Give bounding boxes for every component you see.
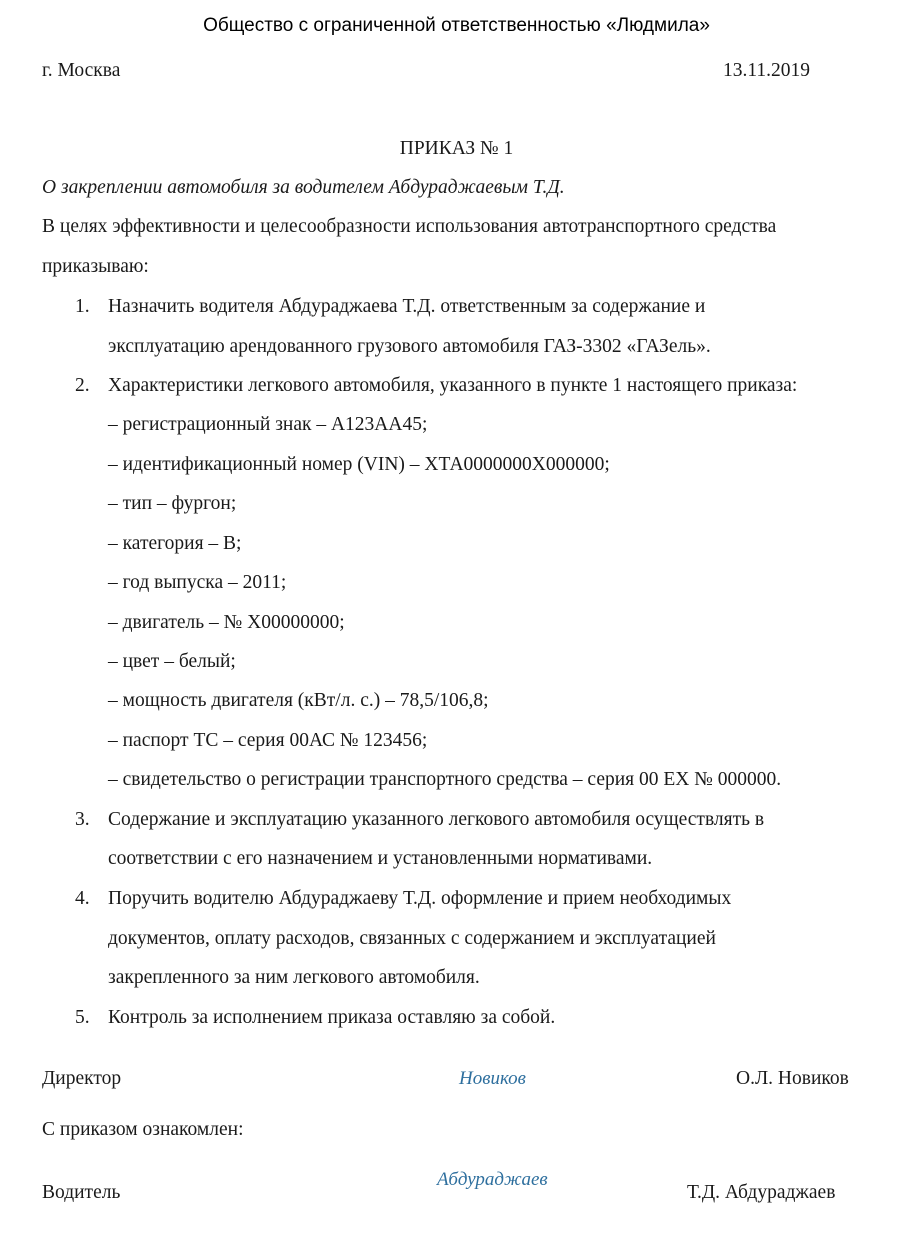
characteristic-line: – категория – В;	[108, 533, 242, 554]
preamble-line: В целях эффективности и целесообразности использования автотранспортного средства	[42, 216, 777, 237]
item-number: 1.	[75, 296, 90, 317]
driver-label: Водитель	[42, 1182, 121, 1203]
director-name: О.Л. Новиков	[736, 1068, 849, 1089]
item-number: 4.	[75, 888, 90, 909]
item-line: Поручить водителю Абдураджаеву Т.Д. оформление и прием необходимых	[108, 888, 732, 909]
order-title: ПРИКАЗ № 1	[399, 138, 514, 159]
driver-name: Т.Д. Абдураджаев	[687, 1182, 836, 1203]
characteristic-line: – двигатель – № Х00000000;	[108, 612, 345, 633]
item-number: 5.	[75, 1007, 90, 1028]
characteristic-line: – свидетельство о регистрации транспортного средства – серия 00 ЕХ № 000000.	[108, 769, 782, 790]
order-subject: О закреплении автомобиля за водителем Абдураджаевым Т.Д.	[42, 177, 565, 198]
item-line: Контроль за исполнением приказа оставляю за собой.	[108, 1007, 556, 1028]
city: г. Москва	[42, 60, 121, 81]
characteristic-line: – паспорт ТС – серия 00АС № 123456;	[108, 730, 428, 751]
acquainted-label: С приказом ознакомлен:	[42, 1119, 244, 1140]
document-date: 13.11.2019	[723, 60, 811, 81]
item-line: эксплуатацию арендованного грузового автомобиля ГАЗ-3302 «ГАЗель».	[108, 336, 711, 357]
item-line: Назначить водителя Абдураджаева Т.Д. ответственным за содержание и	[108, 296, 706, 317]
organization-name: Общество с ограниченной ответственностью «Людмила»	[203, 15, 710, 36]
characteristic-line: – идентификационный номер (VIN) – ХТА0000000Х000000;	[108, 454, 610, 475]
characteristic-line: – мощность двигателя (кВт/л. с.) – 78,5/106,8;	[108, 690, 489, 711]
item-number: 2.	[75, 375, 90, 396]
item-line: Характеристики легкового автомобиля, указанного в пункте 1 настоящего приказа:	[108, 375, 798, 396]
director-signature: Новиков	[459, 1068, 526, 1089]
characteristic-line: – год выпуска – 2011;	[108, 572, 287, 593]
item-line: соответствии с его назначением и установленными нормативами.	[108, 848, 653, 869]
item-number: 3.	[75, 809, 90, 830]
director-label: Директор	[42, 1068, 122, 1089]
characteristic-line: – тип – фургон;	[108, 493, 237, 514]
preamble-line: приказываю:	[42, 256, 149, 277]
characteristic-line: – регистрационный знак – А123АА45;	[108, 414, 428, 435]
item-line: закрепленного за ним легкового автомобиля.	[108, 967, 480, 988]
characteristic-line: – цвет – белый;	[108, 651, 236, 672]
driver-signature: Абдураджаев	[437, 1169, 548, 1190]
item-line: Содержание и эксплуатацию указанного легкового автомобиля осуществлять в	[108, 809, 765, 830]
item-line: документов, оплату расходов, связанных с содержанием и эксплуатацией	[108, 928, 716, 949]
